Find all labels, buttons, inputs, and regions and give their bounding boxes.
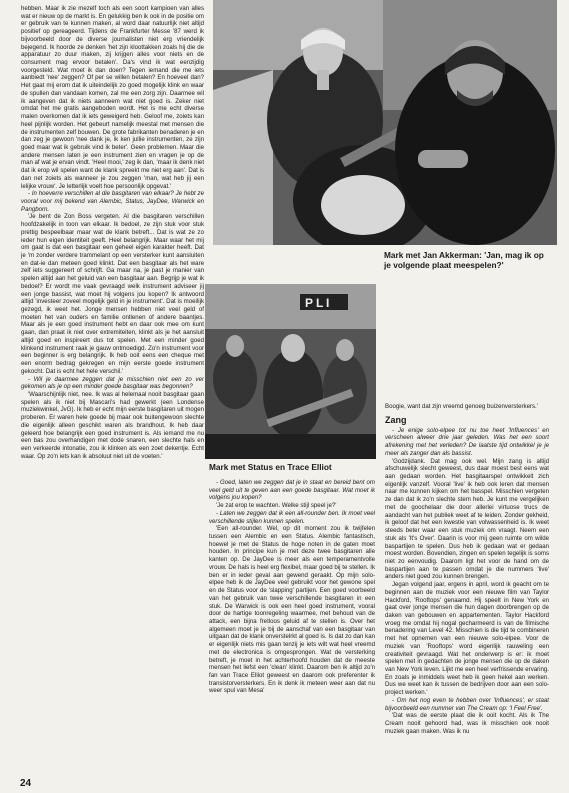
article-paragraph: hebben. Maar ik zie mezelf toch als een soort kampioen van alles wat er nieuw op de markt is. En gelukkig ben ik ook in de positie om er gebruik van te kunnen maken, al word daar natuurlijk niet altijd positief op gereageerd. Tijdens de Frankfurter Messe '87 werd ik bijvoorbeeld door de diverse journalisten niet erg vriendelijk bejegend. Ik hoorde ze denken 'het zijn kloottakken zoals hij die de apparatuur zo duur maken, zij krijgen alles voor niets en de consument mag ervoor betalen'. Da's vind ik wat eenzijdig voorgesteld. Wat moet ik dan doen? Tegen iemand die me iets aanbiedt 'nee' zeggen? Of per se willen betalen? En hoeveel dan? Het gaat mij erom dat ik uiteindelijk zo goed mogelijk klink en waar de spullen dan vandaan komen, zal me een zorg zijn. Daarmee wil ik aangeven dat ik niets aanneem wat niet goed is. Zeker niet omdat het me gratis aangeboden wordt. Het is me echt diverse malen overkomen dat ik iets geweigerd heb. Geloof me, zoiets kan heel pijnlijk worden. Het gebeurt namelijk meestal met mensen die de instrumenten zelf bouwen. De grote fabrikanten benaderen je en dan zeg je gewoon 'nee dank je, ik ken jullie instrumenten, ze zijn goed maar wat ik gebruik vind ik beter'. Geen problemen. Maar die andere mensen laten je een instrument zien en vragen je op de man af wat je ervan vindt. 'Heel mooi,' zeg ik dan, 'maar ik denk niet dat ik erop wil spelen want de klank spreekt me niet erg aan'. Dat is dan net zoiets als wanneer je zou zeggen 'man, wat heb jij een lelijke vrouw'. Je letterlijk voelt hoe persoonlijk opgevat.': [21, 5, 204, 190]
article-paragraph: 'Waarschijnlijk niet, nee. Ik was al helemaal nooit basgitaar gaan spelen als ik niet bij Mascari's had gewerkt (een Londense muziekwinkel, JvG). Ik heb er echt mijn eerste basgitaren uit mogen proberen. Er waren hele goede bij maar ook buitengewoon slechte die eigenlijk alleen geschikt waren als brandhout. Ik heb daar geleerd hoe belangrijk een goed instrument is. Als iemand me nu een bas zou overhandigen met dode snaren, een slechte hals en een verkeerde intonatie, zou ik klinken als een zoet dekentje. Echt waar. Op zo'n iets kan ik absoluut niet uit de voeten.': [21, 390, 204, 460]
article-paragraph: 'Je bent de Zon Boss vergeten. Al die basgitaren verschillen hoofdzakelijk in toon van elkaar. Ik bedoel, ze zijn stuk voor stuk prettig bespeelbaar maar wat de klank betreft... Dat is wat ze zo ieder hun eigen identiteit geeft. Heel belangrijk. Maar waar het mij om gaat is dat een basgitaar een geheel eigen karakter heeft. Dat je 'm zonder verdere trammelant op een versterker kunt aansluiten en dat-ie dan meteen goed klinkt. Dat een basgitaar als het ware zelf iets suggereert of schrijft. Ga maar na, je past je manier van spelen altijd aan het geluid van een basgitaar aan. Begrijp je wat ik bedoel? Er wordt me vaak gevraagd welk instrument adviseer jij een jonge bassist, wat moet hij volgens jou kopen? Ik antwoord altijd 'investeer zoveel mogelijk geld in je instrument'. Dat is moeilijk gezegd, ik weet het. Jonge mensen hebben niet veel geld of moeten het van ouders en familie ontlenen of andere baantjes. Maar als je een goed instrument hebt en daar ook mee om kunt gaan, dan praat ik niet over extremiteiten, klinkt als je het aansluit altijd goed en inspireert dus tot spelen. Met een minder goed klinkend instrument raak je gauw ontmoedigd. Zo'n instrument voor een beginner is erg belangrijk. Ik heb ooit eens een cheque met een enorm bedrag gekregen en mijn eerste goede instrument gekocht. Dat is echt het hele verschil.': [21, 213, 204, 375]
photo-mark-with-status-and-trace-elliot: [205, 284, 376, 459]
caption-status-trace-elliot: Mark met Status en Trace Elliot: [209, 462, 332, 472]
caption-jan-akkerman: Mark met Jan Akkerman: 'Jan, mag ik op je volgende plaat meespelen?': [384, 250, 544, 270]
article-paragraph: - Je enige solo-elpee tot nu toe heet 'Influences' en verscheen alweer drie jaar geleden. Was het een soort afrekening met het verleden? De laatste tijd ontwikkel je je meer als zanger dan als bassist.: [385, 426, 549, 457]
article-paragraph: - Om het nog even te hebben over 'Influences', er staat bijvoorbeeld een nummer van The Cream op: 'I Feel Free'.: [385, 696, 549, 712]
page-number: 24: [20, 778, 32, 789]
sign-letter: L: [316, 296, 324, 310]
section-heading: Zang: [385, 414, 407, 425]
sign-letter: P: [305, 296, 314, 310]
article-column-2: [209, 479, 375, 777]
article-paragraph: 'Godzijdank. Dat mag ook wel. Mijn zang is altijd afschuwelijk slecht geweest, dus daar moest best eens wat aan gedaan worden. Het basgitaarspel ontwikkelt zich eigenlijk vanzelf. Vooral 'live' ik heb ook leren dat mensen naar me kunnen kijken om het basspel. Misschien vergeten ze dan dat ik zo'n slechte stem heb. Je kunt me vergelijken met de goochelaar die door allerlei virtuose trucs de aandacht van het publiek weet af te leiden. Zonder gekheid, ik geloof dat het een kwestie van volwassenheid is. Ik weet steeds beter waar een stuk muziek om vraagt. Neem een stuk als 'It's Over'. Daarin is voor mij geen ruimte om wilde baspartijen te spelen. Dus heb ik gedaan wat er gedaan moest worden. Bovendien, zingen en spelen tegelijk is soms niet zo eenvoudig. Daarom ligt het voor de hand om de baspartijen aan te passen omdat je die nummers 'live' anders niet goed zou kunnen brengen.: [385, 457, 549, 581]
article-paragraph: Jegan volgend jaar, ergens in april, word ik geacht om te beginnen aan de muziek voor een nieuwe film van Taylor Hackford, 'Rooftops' genaamd. Hij speelt in New York en gaat over jonge mensen die hun dagen doorbrengen op de daken van gebouwen en appartementen. Taylor Hackford vroeg me omdat hij nogal gecharmeerd is van de filmische benadering van Level 42. Misschien is die tijd te combineren met het opnemen van een nieuwe solo-elpee. Voor de muziek van 'Rooftops' word eigenlijk rauweling een creativiteit gevraagd. Wat het onderwerp is er: ik moet spelen met in gedachten de jonge mensen die op de daken van New York leven. Lijkt me een heel verfrissende ervaring. En zoals je inmiddels weet heb ik geen hekel aan werken. Dus we weet kan ik tussen de bedrijven door aan een solo-project werken.': [385, 581, 549, 697]
sign-letter: I: [326, 296, 330, 310]
article-paragraph: - In hoeverre verschillen al die basgitaren van elkaar? Je hebt ze vooral voor mij bekend van Alembic, Status, JayDee, Warwick en Pangborn.: [21, 190, 204, 213]
article-paragraph: - Goed, laten we zeggen dat je in staat en bereid bent om veel geld uit te geven aan een goede basgitaar. Wat moet ik volgens jou kopen?: [209, 479, 375, 502]
article-paragraph: - Laten we zeggen dat ik een all-rounder ben. Ik moet veel verschillende stijlen kunnen spelen.: [209, 509, 375, 525]
article-paragraph: 'Dat was de eerste plaat die ik ooit kocht. Als ik The Cream nooit gehoord had, was ik misschien ook nooit muziek gaan maken. Was ik nu: [385, 712, 549, 735]
article-paragraph: 'Je zat erop te wachten. Welke stijl speel je?': [216, 502, 337, 510]
article-column-3: [385, 403, 549, 778]
article-paragraph: 'Een all-rounder. Wel, op dit moment zou ik twijfelen tussen een Alembic en een Status. Alembic fantastisch, hoewel je met de Status de hoge noten in de gaten moet houden. In principe kun je met deze twee basgitaren alle kanten op. De JayDee is meer als een temperamentvolle vrouw. De hals is heel erg flexibel, maar goed bij te stellen. Ik ben er in ieder geval aan gewend geraakt. Op mijn solo-elpee heb ik de JayDee veel gebruikt voor het gewone spel en de Status voor de 'slapping' partijen. Een goed voorbeeld van het gebruik van twee verschillende basgitaren in een stuk. De Warwick is ook een heel goed instrument, vooral door de hartige toonregeling waarmee, met behoud van de attack, een bijna fretloos geluid af te stellen is. Over het algemeen moet je je bij de aanschaf van een basgitaar van uitgaan dat de klank onverstelrkt al goed is. Is dat zo dan kan er eigenlijk niets mis gaan tenzij je iets wilt wat heel vreemd met de electronica is omgesprongen. Wat de versterking betreft, je moet in het achterhoofd houden dat de meeste mensen het liefst een 'clean' klinkt. Daarom ben ik altijd zo'n fan van Trace Elliot geweest en daarom ook preferenter ik transistorversterkers. En ik denk ik meteen weer aan dat nu weer spul van Mesa': [209, 525, 375, 695]
article-column-1: [21, 5, 204, 778]
article-paragraph: Boogie, want dat zijn vreemd genoeg buizenversterkers.': [385, 403, 538, 410]
article-paragraph: - Wil je daarmee zeggen dat je misschien niet een zo ver gekomen als je op een minder goede basgitaar was begonnen?: [21, 375, 204, 391]
photo-mark-with-jan-akkerman: [213, 0, 557, 245]
